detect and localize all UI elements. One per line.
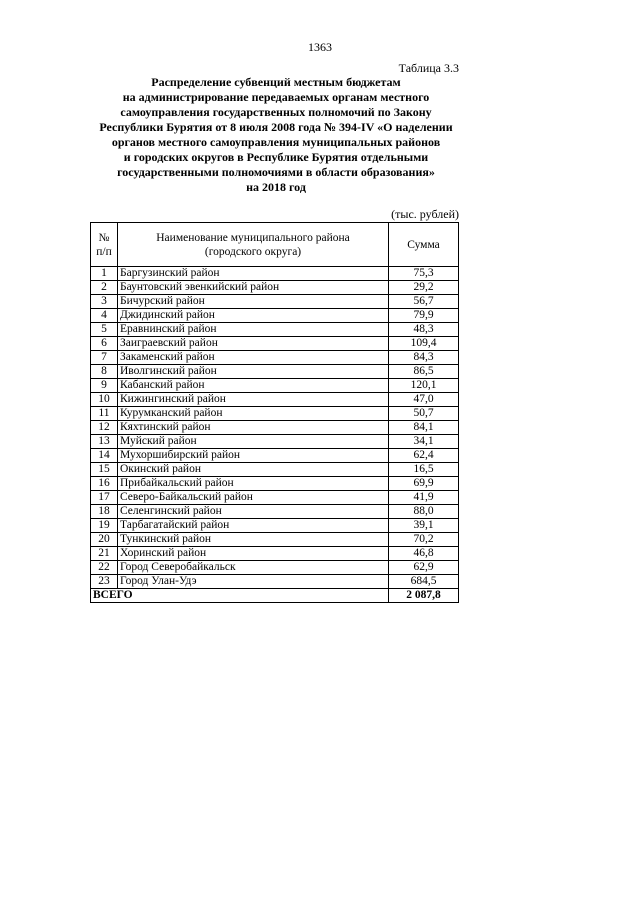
row-name: Окинский район bbox=[118, 463, 389, 477]
row-name: Муйский район bbox=[118, 435, 389, 449]
table-row bbox=[91, 547, 459, 561]
row-number: 17 bbox=[91, 491, 118, 505]
row-sum: 50,7 bbox=[389, 407, 459, 421]
row-name: Кижингинский район bbox=[118, 393, 389, 407]
header-number-line: № bbox=[98, 231, 110, 244]
row-sum: 47,0 bbox=[389, 393, 459, 407]
table-row bbox=[91, 435, 459, 449]
row-sum: 34,1 bbox=[389, 435, 459, 449]
row-number: 16 bbox=[91, 477, 118, 491]
row-name: Еравнинский район bbox=[118, 323, 389, 337]
row-name: Селенгинский район bbox=[118, 505, 389, 519]
row-sum: 69,9 bbox=[389, 477, 459, 491]
row-number: 23 bbox=[91, 575, 118, 589]
row-name: Джидинский район bbox=[118, 309, 389, 323]
table-row bbox=[91, 491, 459, 505]
table-row bbox=[91, 323, 459, 337]
row-name: Кабанский район bbox=[118, 379, 389, 393]
row-sum: 88,0 bbox=[389, 505, 459, 519]
table-row bbox=[91, 421, 459, 435]
table-row bbox=[91, 393, 459, 407]
header-name-line: Наименование муниципального района bbox=[156, 231, 350, 244]
table-label: Таблица 3.3 bbox=[398, 61, 459, 75]
table-row bbox=[91, 505, 459, 519]
document-title bbox=[90, 75, 462, 195]
row-name: Прибайкальский район bbox=[118, 477, 389, 491]
row-number: 1 bbox=[91, 267, 118, 281]
subventions-table bbox=[90, 222, 459, 603]
table-row bbox=[91, 533, 459, 547]
row-name: Город Северобайкальск bbox=[118, 561, 389, 575]
row-number: 8 bbox=[91, 365, 118, 379]
row-sum: 84,1 bbox=[389, 421, 459, 435]
row-name: Хоринский район bbox=[118, 547, 389, 561]
title-line: на администрирование передаваемых органам местного bbox=[122, 90, 430, 104]
header-name-line: (городского округа) bbox=[204, 245, 302, 258]
title-line: органов местного самоуправления муниципальных районов bbox=[111, 135, 441, 149]
row-number: 6 bbox=[91, 337, 118, 351]
row-sum: 46,8 bbox=[389, 547, 459, 561]
row-number: 7 bbox=[91, 351, 118, 365]
row-number: 12 bbox=[91, 421, 118, 435]
row-name: Заиграевский район bbox=[118, 337, 389, 351]
row-name: Кяхтинский район bbox=[118, 421, 389, 435]
row-number: 22 bbox=[91, 561, 118, 575]
units-label: (тыс. рублей) bbox=[391, 207, 459, 221]
table-row bbox=[91, 365, 459, 379]
title-line: Республики Бурятия от 8 июля 2008 года № 394-IV «О наделении bbox=[99, 120, 453, 134]
row-name: Тункинский район bbox=[118, 533, 389, 547]
row-sum: 79,9 bbox=[389, 309, 459, 323]
row-number: 4 bbox=[91, 309, 118, 323]
table-row bbox=[91, 309, 459, 323]
table-row bbox=[91, 407, 459, 421]
row-sum: 86,5 bbox=[389, 365, 459, 379]
row-sum: 39,1 bbox=[389, 519, 459, 533]
row-name: Мухоршибирский район bbox=[118, 449, 389, 463]
row-number: 3 bbox=[91, 295, 118, 309]
table-row bbox=[91, 337, 459, 351]
total-row bbox=[91, 589, 459, 603]
row-name: Северо-Байкальский район bbox=[118, 491, 389, 505]
row-sum: 120,1 bbox=[389, 379, 459, 393]
row-number: 14 bbox=[91, 449, 118, 463]
table-row bbox=[91, 463, 459, 477]
table-row bbox=[91, 449, 459, 463]
row-sum: 684,5 bbox=[389, 575, 459, 589]
row-name: Курумканский район bbox=[118, 407, 389, 421]
row-sum: 48,3 bbox=[389, 323, 459, 337]
header-name bbox=[118, 223, 389, 267]
header-number-line: п/п bbox=[96, 245, 112, 258]
row-sum: 84,3 bbox=[389, 351, 459, 365]
row-name: Город Улан-Удэ bbox=[118, 575, 389, 589]
row-number: 18 bbox=[91, 505, 118, 519]
row-name: Иволгинский район bbox=[118, 365, 389, 379]
row-number: 2 bbox=[91, 281, 118, 295]
row-number: 5 bbox=[91, 323, 118, 337]
row-number: 21 bbox=[91, 547, 118, 561]
table-header-row bbox=[91, 223, 459, 267]
row-number: 11 bbox=[91, 407, 118, 421]
table-row bbox=[91, 477, 459, 491]
table-row bbox=[91, 295, 459, 309]
page-number: 1363 bbox=[308, 40, 332, 54]
title-line: и городских округов в Республике Бурятия отдельными bbox=[123, 150, 429, 164]
row-number: 10 bbox=[91, 393, 118, 407]
row-name: Бичурский район bbox=[118, 295, 389, 309]
row-sum: 62,4 bbox=[389, 449, 459, 463]
table-row bbox=[91, 519, 459, 533]
row-sum: 75,3 bbox=[389, 267, 459, 281]
row-sum: 62,9 bbox=[389, 561, 459, 575]
title-line: государственными полномочиями в области образования» bbox=[117, 165, 435, 179]
row-sum: 70,2 bbox=[389, 533, 459, 547]
table-row bbox=[91, 575, 459, 589]
row-number: 13 bbox=[91, 435, 118, 449]
row-sum: 16,5 bbox=[389, 463, 459, 477]
title-line: на 2018 год bbox=[246, 180, 306, 194]
table-row bbox=[91, 379, 459, 393]
table-row bbox=[91, 561, 459, 575]
total-sum: 2 087,8 bbox=[389, 589, 459, 603]
row-number: 19 bbox=[91, 519, 118, 533]
row-number: 20 bbox=[91, 533, 118, 547]
table-body bbox=[91, 267, 459, 589]
row-name: Тарбагатайский район bbox=[118, 519, 389, 533]
table-row bbox=[91, 281, 459, 295]
row-sum: 29,2 bbox=[389, 281, 459, 295]
header-number bbox=[91, 223, 118, 267]
table-row bbox=[91, 267, 459, 281]
row-sum: 41,9 bbox=[389, 491, 459, 505]
row-name: Баргузинский район bbox=[118, 267, 389, 281]
row-number: 15 bbox=[91, 463, 118, 477]
table-row bbox=[91, 351, 459, 365]
title-line: самоуправления государственных полномочий по Закону bbox=[120, 105, 432, 119]
header-sum: Сумма bbox=[389, 223, 459, 267]
row-sum: 56,7 bbox=[389, 295, 459, 309]
title-line: Распределение субвенций местным бюджетам bbox=[151, 75, 401, 89]
row-name: Закаменский район bbox=[118, 351, 389, 365]
total-label: ВСЕГО bbox=[91, 589, 389, 603]
row-sum: 109,4 bbox=[389, 337, 459, 351]
row-number: 9 bbox=[91, 379, 118, 393]
row-name: Баунтовский эвенкийский район bbox=[118, 281, 389, 295]
